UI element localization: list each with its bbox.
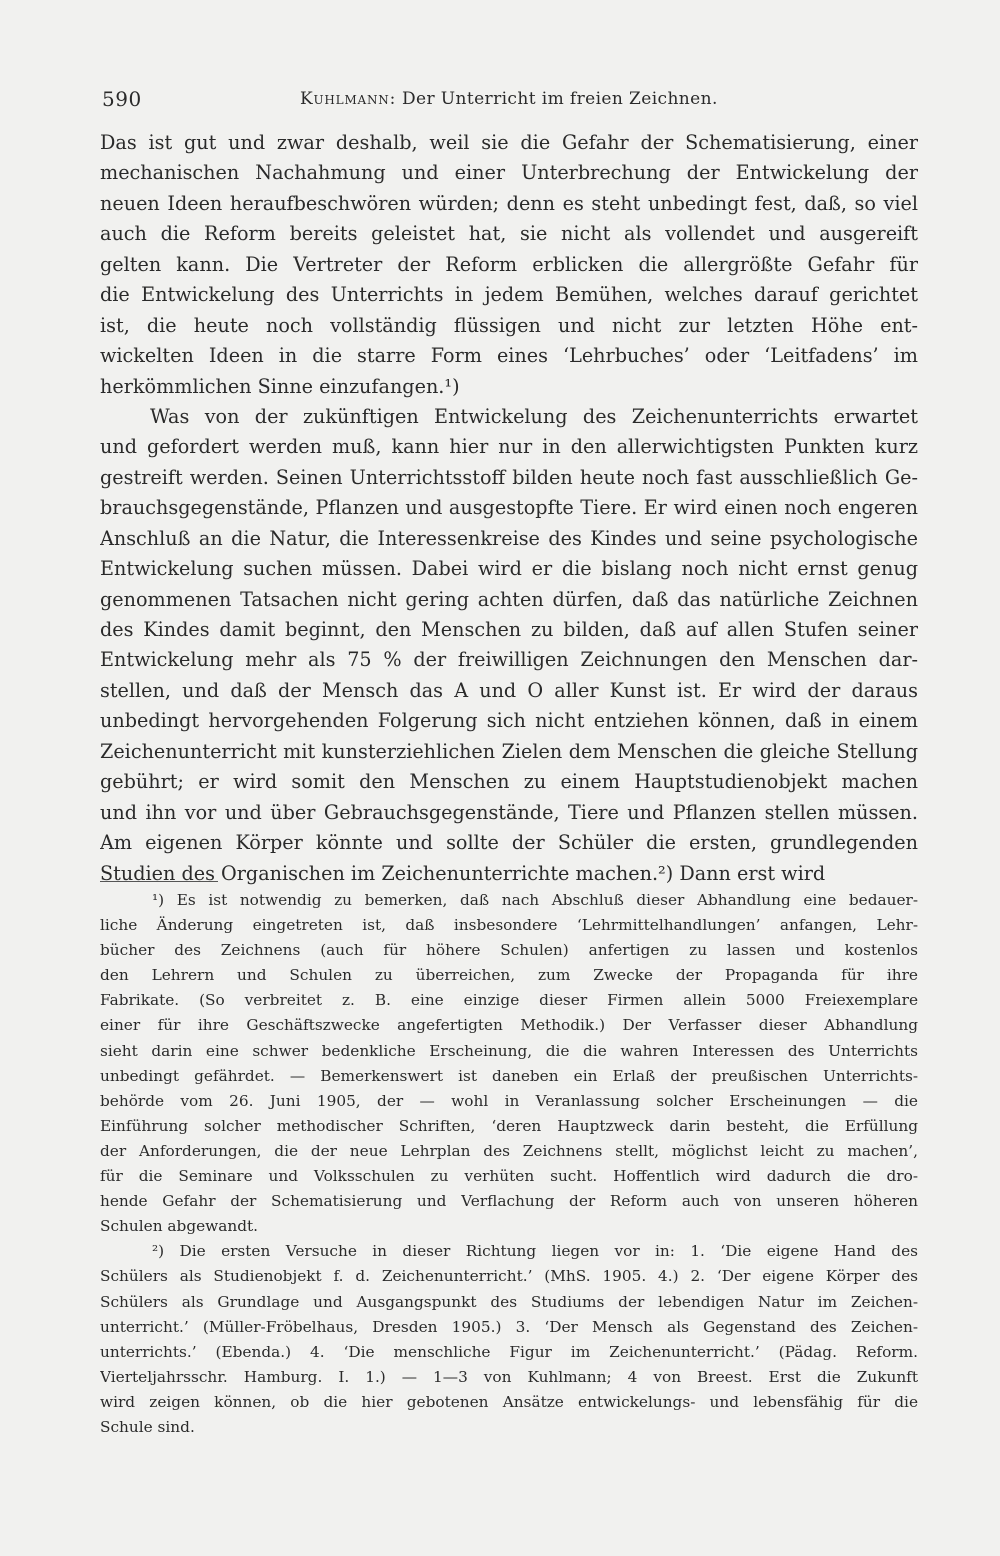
text-line: Zeichenunterricht mit kunsterziehlichen Zielen dem Menschen die gleiche Stellung (100, 739, 918, 763)
text-line: brauchsgegenstände, Pflanzen und ausgestopfte Tiere. Er wird einen noch engeren (100, 496, 918, 520)
footnote-line: den Lehrern und Schulen zu überreichen, zum Zwecke der Propaganda für ihre (100, 966, 918, 985)
running-head (300, 89, 718, 109)
footnote-line: unterrichts.’ (Ebenda.) 4. ‘Die menschliche Figur im Zeichenunterricht.’ (Pädag. Reform. (100, 1342, 918, 1361)
footnote-line: Vierteljahrsschr. Hamburg. I. 1.) — 1—3 von Kuhlmann; 4 von Breest. Erst die Zukunft (100, 1367, 918, 1386)
text-line: Anschluß an die Natur, die Interessenkreise des Kindes und seine psychologische (100, 526, 918, 550)
text-line: Entwickelung suchen müssen. Dabei wird er die bislang noch nicht ernst genug (100, 557, 918, 581)
footnote-line: bücher des Zeichnens (auch für höhere Schulen) anfertigen zu lassen und kostenlos (100, 941, 918, 960)
footnote-line: für die Seminare und Volksschulen zu verhüten sucht. Hoffentlich wird dadurch die dro- (100, 1167, 918, 1186)
footnote-line: Schülers als Studienobjekt f. d. Zeichenunterricht.’ (MhS. 1905. 4.) 2. ‘Der eigene Körper des (100, 1267, 918, 1286)
footnote-line: ¹) Es ist notwendig zu bemerken, daß nach Abschluß dieser Abhandlung eine bedauer- (152, 891, 918, 909)
text-line: Entwickelung mehr als 75 % der freiwilligen Zeichnungen den Menschen dar- (100, 648, 918, 672)
footnotes (100, 888, 918, 1440)
page-number: 590 (102, 87, 142, 111)
text-line: mechanischen Nachahmung und einer Unterbrechung der Entwickelung der (100, 161, 918, 185)
text-line: Am eigenen Körper könnte und sollte der Schüler die ersten, grundlegenden (100, 831, 918, 855)
text-line: wickelten Ideen in die starre Form eines ‘Lehrbuches’ oder ‘Leitfadens’ im (100, 344, 918, 368)
footnote-line: einer für ihre Geschäftszwecke angefertigten Methodik.) Der Verfasser dieser Abhandlung (100, 1016, 918, 1035)
footnote-line: unterricht.’ (Müller-Fröbelhaus, Dresden 1905.) 3. ‘Der Mensch als Gegenstand des Zeichen- (100, 1317, 918, 1336)
text-line: unbedingt hervorgehenden Folgerung sich nicht entziehen können, daß in einem (100, 709, 918, 733)
footnote-line: wird zeigen können, ob die hier gebotenen Ansätze entwickelungs- und lebensfähig für die (100, 1392, 918, 1411)
paragraph (100, 128, 918, 402)
footnote (100, 1239, 918, 1440)
footnote-line: hende Gefahr der Schematisierung und Verflachung der Reform auch von unseren höheren (100, 1192, 918, 1211)
text-line: und ihn vor und über Gebrauchsgegenstände, Tiere und Pflanzen stellen müssen. (100, 800, 918, 824)
text-line: genommenen Tatsachen nicht gering achten dürfen, daß das natürliche Zeichnen (100, 587, 918, 611)
text-line: auch die Reform bereits geleistet hat, sie nicht als vollendet und ausgereift (100, 222, 918, 246)
footnote-line: unbedingt gefährdet. — Bemerkenswert ist daneben ein Erlaß der preußischen Unterrichts- (100, 1066, 918, 1085)
text-line: Das ist gut und zwar deshalb, weil sie die Gefahr der Schematisierung, einer (100, 131, 918, 154)
text-line: herkömmlichen Sinne einzufangen.¹) (100, 374, 460, 398)
footnote-line: Einführung solcher methodischer Schriften, ‘deren Hauptzweck darin besteht, die Erfüllung (100, 1116, 918, 1135)
footnote-line: liche Änderung eingetreten ist, daß insbesondere ‘Lehrmittelhandlungen’ anfangen, Lehr- (100, 916, 918, 935)
footnote-line: sieht darin eine schwer bedenkliche Erscheinung, die die wahren Interessen des Unterrichts (100, 1041, 918, 1060)
text-line: gestreift werden. Seinen Unterrichtsstoff bilden heute noch fast ausschließlich Ge- (100, 465, 918, 489)
text-line: des Kindes damit beginnt, den Menschen zu bilden, daß auf allen Stufen seiner (100, 618, 918, 641)
text-line: Studien des Organischen im Zeichenunterrichte machen.²) Dann erst wird (100, 861, 826, 885)
footnote-line: Schule sind. (100, 1417, 195, 1436)
text-line: gelten kann. Die Vertreter der Reform erblicken die allergrößte Gefahr für (100, 252, 918, 276)
footnote-line: behörde vom 26. Juni 1905, der — wohl in Veranlassung solcher Erscheinungen — die (100, 1091, 918, 1110)
text-line: gebührt; er wird somit den Menschen zu einem Hauptstudienobjekt machen (100, 770, 918, 794)
footnote-line: der Anforderungen, die der neue Lehrplan des Zeichnens stellt, möglichst leicht zu machen’, (100, 1141, 918, 1160)
text-line: ist, die heute noch vollständig flüssigen und nicht zur letzten Höhe ent- (100, 313, 918, 337)
footnote-line: Fabrikate. (So verbreitet z. B. eine einzige dieser Firmen allein 5000 Freiexemplare (100, 991, 918, 1010)
footnote-line: Schülers als Grundlage und Ausgangspunkt des Studiums der lebendigen Natur im Zeichen- (100, 1292, 918, 1311)
footnote (100, 888, 918, 1239)
text-line: und gefordert werden muß, kann hier nur in den allerwichtigsten Punkten kurz (100, 435, 918, 459)
footnote-line: ²) Die ersten Versuche in dieser Richtung liegen vor in: 1. ‘Die eigene Hand des (152, 1242, 918, 1261)
footnote-separator (100, 881, 218, 882)
text-line: Was von der zukünftigen Entwickelung des Zeichenunterrichts erwartet (150, 404, 918, 428)
running-head-title: Der Unterricht im freien Zeichnen. (401, 89, 718, 109)
running-header (102, 87, 892, 115)
text-line: stellen, und daß der Mensch das A und O aller Kunst ist. Er wird der daraus (100, 678, 918, 702)
running-head-author: Kuhlmann: (300, 89, 397, 109)
text-line: neuen Ideen heraufbeschwören würden; denn es steht unbedingt fest, daß, so viel (100, 191, 918, 215)
paragraph (100, 402, 918, 889)
text-line: die Entwickelung des Unterrichts in jedem Bemühen, welches darauf gerichtet (100, 283, 918, 307)
footnote-line: Schulen abgewandt. (100, 1217, 259, 1236)
main-text (100, 128, 918, 889)
